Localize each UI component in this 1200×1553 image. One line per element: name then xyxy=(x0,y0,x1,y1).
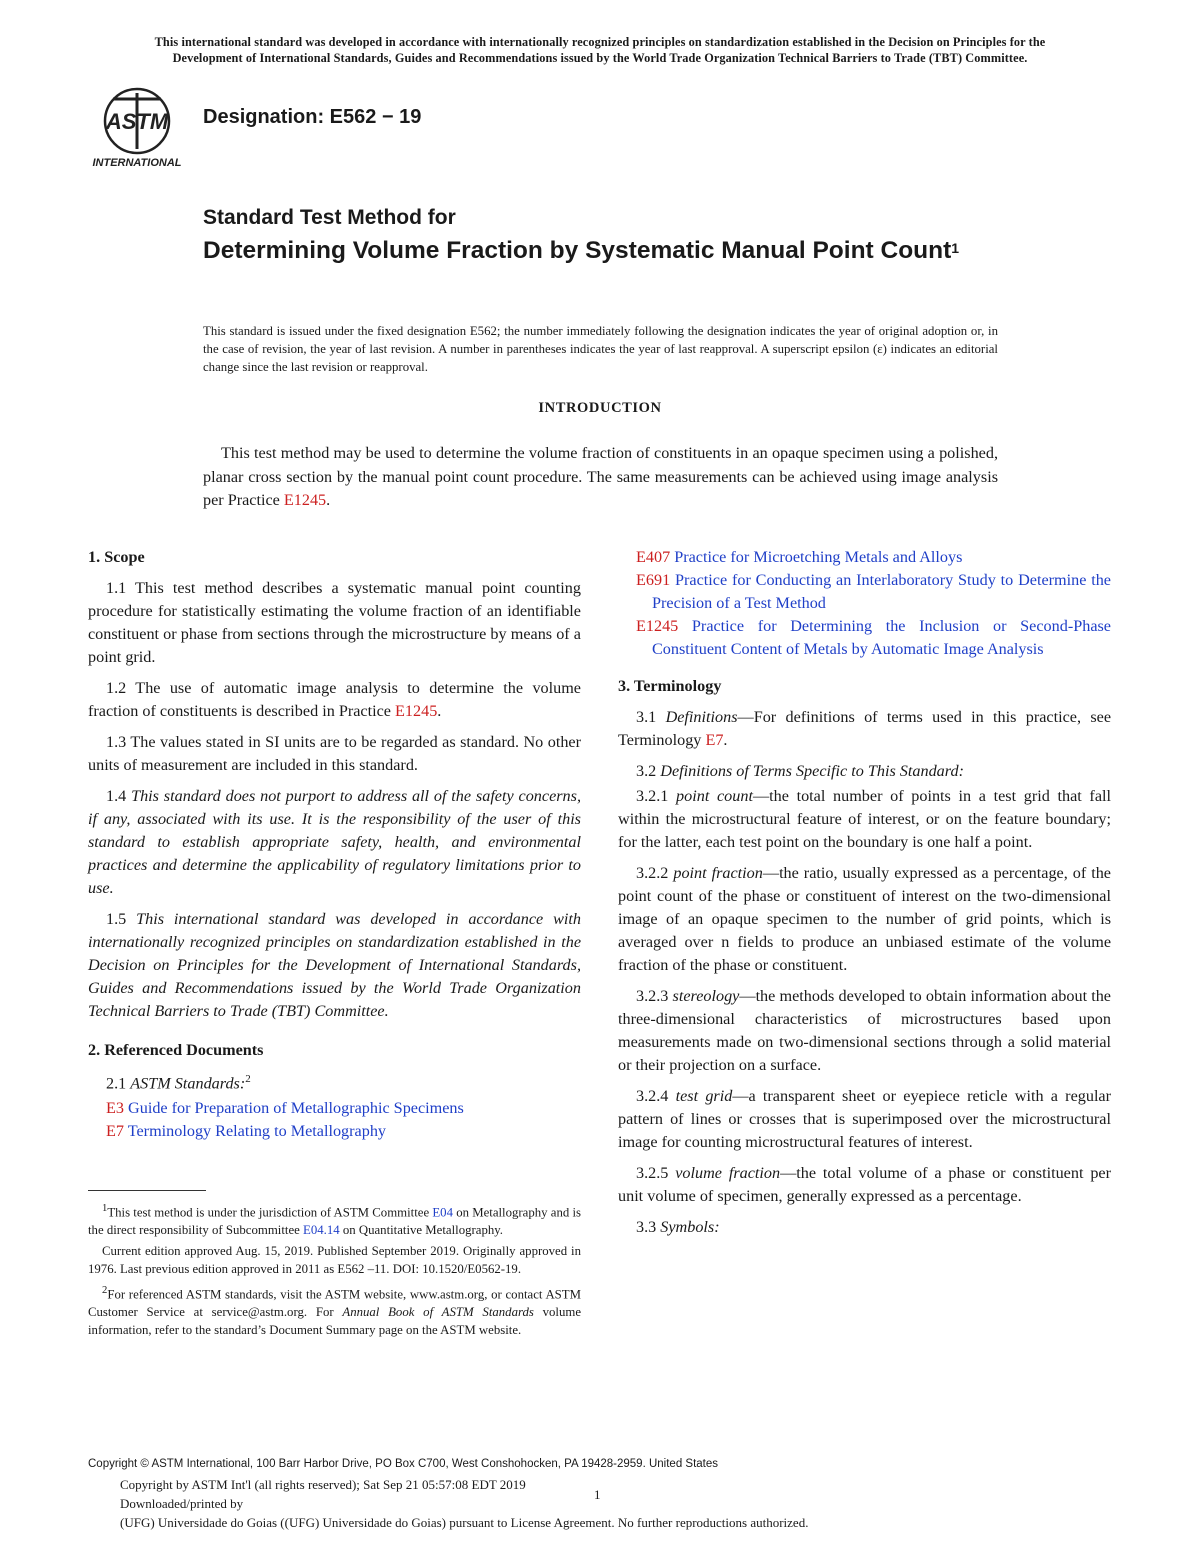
term-3-3-num: 3.3 xyxy=(636,1218,661,1236)
ref-e407-code[interactable]: E407 xyxy=(636,548,671,566)
term-3-2-num: 3.2 xyxy=(636,762,661,780)
ref-e3[interactable] xyxy=(106,1097,581,1120)
term-name: volume fraction xyxy=(675,1164,781,1182)
header-notice xyxy=(85,34,1115,66)
term-def: —a transparent sheet or eyepiece reticle with a regular pattern of lines or crosses that is superimposed over the microstructural image for counting microstructural features of interest. xyxy=(618,1087,1112,1151)
scope-1-2-link[interactable]: E1245 xyxy=(395,702,438,720)
intro-text-before: This test method may be used to determine the volume fraction of constituents in an opaque specimen using a polished, planar cross section by the manual point count procedure. The same measurements can be achieved using image analysis per Practice xyxy=(203,444,998,509)
ref-e3-code[interactable]: E3 xyxy=(106,1099,124,1118)
referenced-heading: 2. Referenced Documents xyxy=(88,1041,264,1059)
term-3-3 xyxy=(618,1216,1111,1239)
ref-e691[interactable] xyxy=(636,569,1111,615)
term-3-1-link[interactable]: E7 xyxy=(705,731,724,749)
term-3-1-end: . xyxy=(723,731,728,749)
term-3-2-5 xyxy=(618,1162,1111,1208)
logo-mark: ASTM xyxy=(105,109,169,134)
ref-e691-text[interactable]: Practice for Conducting an Interlaboratory Study to Determine the Precision of a Test Method xyxy=(652,571,1111,612)
term-num: 3.2.2 xyxy=(636,864,674,882)
term-3-2-1 xyxy=(618,785,1111,854)
footer-line-2: Downloaded/printed by xyxy=(120,1496,244,1511)
page-number: 1 xyxy=(594,1487,601,1502)
term-name: point fraction xyxy=(673,864,763,882)
referenced-2-1 xyxy=(88,1068,581,1095)
referenced-2-1-sup[interactable]: 2 xyxy=(245,1073,251,1085)
footnote-1-link-e0414[interactable]: E04.14 xyxy=(303,1222,340,1237)
scope-heading: 1. Scope xyxy=(88,548,145,566)
astm-logo-icon xyxy=(85,85,190,170)
terminology-heading: 3. Terminology xyxy=(618,677,722,695)
footnote-divider xyxy=(88,1190,206,1191)
footer-block xyxy=(120,1475,1020,1532)
term-3-1-term: Definitions xyxy=(665,708,738,726)
term-name: point count xyxy=(676,787,753,805)
introduction-heading: INTRODUCTION xyxy=(538,400,662,416)
title-line-1: Standard Test Method for xyxy=(203,206,456,229)
term-num: 3.2.5 xyxy=(636,1164,676,1182)
ref-e1245-code[interactable]: E1245 xyxy=(636,617,679,635)
footnote-2-mark: 2 xyxy=(102,1285,108,1297)
term-3-3-term: Symbols: xyxy=(660,1218,720,1236)
footnote-1-a: This test method is under the jurisdiction of ASTM Committee xyxy=(107,1205,433,1220)
issued-note: This standard is issued under the fixed designation E562; the number immediately following the designation indicates the year of original adoption or, in the case of revision, the year of last revision. A number in parentheses indicates the year of last reapproval. A superscript epsilon (ε) indicates an editorial change since the last revision or reapproval. xyxy=(203,324,998,374)
term-num: 3.2.1 xyxy=(636,787,677,805)
footnote-1-p2: Current edition approved Aug. 15, 2019. Published September 2019. Originally approved in 1976. Last previous edition approved in 2011 as E562 –11. DOI: 10.1520/E0562-19. xyxy=(88,1244,581,1276)
right-column xyxy=(618,546,1111,1247)
term-3-2 xyxy=(618,760,1111,783)
ref-e7-code[interactable]: E7 xyxy=(106,1122,124,1141)
term-3-1-text: —For definitions of terms used in this practice, see Terminology xyxy=(618,708,1112,749)
footer-line-1: Copyright by ASTM Int'l (all rights reserved); Sat Sep 21 05:57:08 EDT 2019 xyxy=(120,1477,526,1492)
term-3-2-2 xyxy=(618,862,1111,977)
footer-copyright: Copyright © ASTM International, 100 Barr Harbor Drive, PO Box C700, West Conshohocken, PA 19428-2959. United States xyxy=(88,1458,719,1470)
term-num: 3.2.3 xyxy=(636,987,673,1005)
header-notice-line-1: This international standard was developed in accordance with internationally recognized principles on standardization established in the Decision on Principles for the xyxy=(154,35,1046,49)
ref-e3-text[interactable]: Guide for Preparation of Metallographic Specimens xyxy=(123,1099,464,1118)
ref-e7-text[interactable]: Terminology Relating to Metallography xyxy=(123,1122,387,1141)
footnote-1-c: on Quantitative Metallography. xyxy=(339,1222,504,1237)
ref-e7[interactable] xyxy=(106,1120,581,1143)
scope-1-2-before: 1.2 The use of automatic image analysis to determine the volume fraction of constituents is described in Practice xyxy=(88,679,581,720)
ref-e691-code[interactable]: E691 xyxy=(636,571,671,589)
footnote-1 xyxy=(88,1200,581,1239)
scope-1-4 xyxy=(88,785,581,900)
footnote-2-italic: Annual Book of ASTM Standards xyxy=(342,1305,534,1320)
ref-e407-text[interactable]: Practice for Microetching Metals and Alloys xyxy=(670,548,963,566)
scope-1-5-num: 1.5 xyxy=(106,910,137,928)
logo-sub: INTERNATIONAL xyxy=(92,157,182,169)
intro-text-after: . xyxy=(326,491,331,509)
term-def: —the total number of points in a test grid that fall within the microstructural feature of interest, or on the feature boundary; for the latter, each test point on the boundary is one half a point. xyxy=(618,787,1111,851)
title-footnote-mark[interactable]: 1 xyxy=(951,240,960,256)
scope-1-2-after: . xyxy=(437,702,442,720)
footnote-2-b: volume information, refer to the standard’s Document Summary page on the ASTM website. xyxy=(88,1305,582,1337)
introduction-text xyxy=(203,442,998,513)
ref-e1245[interactable] xyxy=(636,615,1111,661)
term-def: —the total volume of a phase or constituent per unit volume of specimen, generally expressed as a percentage. xyxy=(618,1164,1111,1205)
left-column xyxy=(88,546,581,1143)
term-name: stereology xyxy=(672,987,740,1005)
term-name: test grid xyxy=(675,1087,733,1105)
referenced-2-1-text: ASTM Standards: xyxy=(130,1074,246,1093)
ref-e407[interactable] xyxy=(636,546,1111,569)
title-line-2 xyxy=(203,236,993,265)
astm-logo xyxy=(85,85,190,170)
term-def: —the ratio, usually expressed as a percentage, of the point count of the phase or constituent of interest on the two-dimensional image of an opaque specimen to the number of grid points, which is averaged over n fields to produce an unbiased estimate of the volume fraction of the phase or constituent. xyxy=(618,864,1111,974)
scope-1-4-text: This standard does not purport to address all of the safety concerns, if any, associated with its use. It is the responsibility of the user of this standard to establish appropriate safety, health, and environmental practices and determine the applicability of regulatory limitations prior to use. xyxy=(88,787,581,897)
footnote-1-mark: 1 xyxy=(102,1203,108,1214)
footer-line-3: (UFG) Universidade do Goias ((UFG) Universidade do Goias) pursuant to License Agreement. No further reproductions authorized. xyxy=(120,1515,809,1530)
header-notice-line-2: Development of International Standards, Guides and Recommendations issued by the World Trade Organization Technical Barriers to Trade (TBT) Committee. xyxy=(172,51,1028,65)
intro-link-e1245[interactable]: E1245 xyxy=(283,491,327,509)
scope-1-5-text: This international standard was developed in accordance with internationally recognized principles on standardization established in the Decision on Principles for the Development of International Standards, Guides and Recommendations issued by the World Trade Organization Technical Barriers to Trade (TBT) Committee. xyxy=(88,910,582,1020)
footnote-1-link-e04[interactable]: E04 xyxy=(432,1205,453,1220)
title-text: Determining Volume Fraction by Systematic Manual Point Count xyxy=(203,237,952,264)
designation: Designation: E562 − 19 xyxy=(203,106,422,128)
scope-1-3: 1.3 The values stated in SI units are to be regarded as standard. No other units of measurement are included in this standard. xyxy=(88,733,581,774)
footnotes xyxy=(88,1200,581,1343)
term-3-1 xyxy=(618,706,1111,752)
footnote-1-b: on Metallography and is the direct responsibility of Subcommittee xyxy=(88,1205,581,1237)
scope-1-1: 1.1 This test method describes a systematic manual point counting procedure for statistically estimating the volume fraction of an identifiable constituent or phase from sections through the microstructure by means of a point grid. xyxy=(88,579,581,666)
term-3-2-3 xyxy=(618,985,1111,1077)
scope-1-5 xyxy=(88,908,581,1023)
scope-1-2 xyxy=(88,677,581,723)
ref-e1245-text[interactable]: Practice for Determining the Inclusion or Second-Phase Constituent Content of Metals by Automatic Image Analysis xyxy=(652,617,1111,658)
term-3-2-4 xyxy=(618,1085,1111,1154)
referenced-2-1-num: 2.1 xyxy=(106,1074,131,1093)
scope-1-4-num: 1.4 xyxy=(106,787,132,805)
term-3-1-num: 3.1 xyxy=(636,708,666,726)
term-3-2-term: Definitions of Terms Specific to This Standard: xyxy=(660,762,964,780)
term-def: —the methods developed to obtain information about the three-dimensional characteristics of microstructures based upon measurements made on two-dimensional sections through a solid material or their projection on a surface. xyxy=(618,987,1111,1074)
term-num: 3.2.4 xyxy=(636,1087,676,1105)
footnote-2-a: For referenced ASTM standards, visit the ASTM website, www.astm.org, or contact ASTM Customer Service at service@astm.org. For xyxy=(88,1287,581,1320)
footnote-2 xyxy=(88,1282,581,1339)
